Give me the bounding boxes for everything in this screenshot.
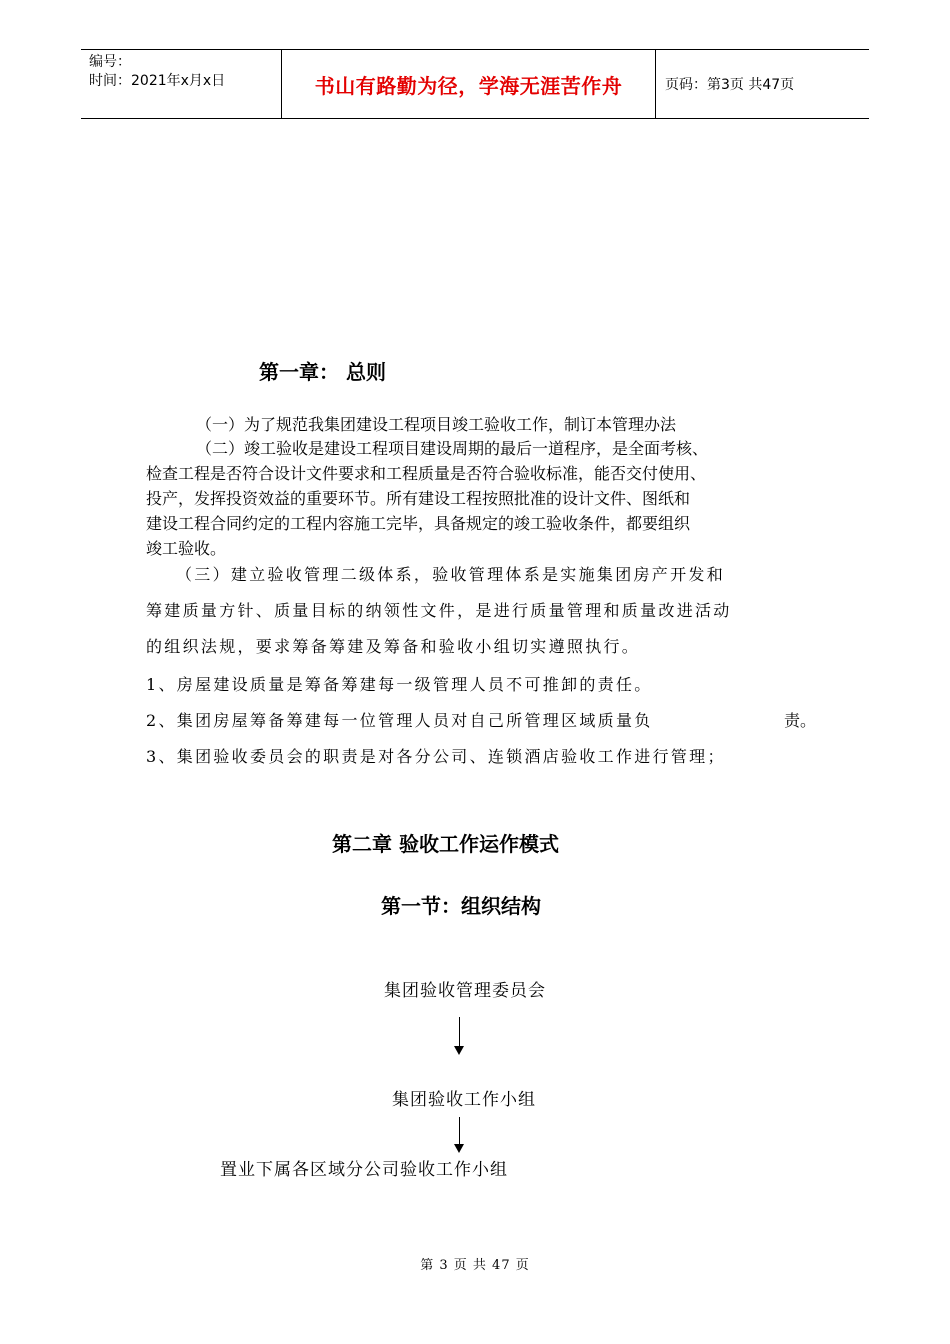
paragraph-line: 的组织法规，要求筹备筹建及筹备和验收小组切实遵照执行。: [146, 637, 641, 656]
list-item: 1、房屋建设质量是筹备筹建每一级管理人员不可推卸的责任。: [146, 675, 653, 694]
document-time-label: 时间：2021年x月x日: [89, 73, 226, 89]
list-item: 2、集团房屋筹备筹建每一位管理人员对自己所管理区域质量负: [146, 711, 653, 730]
paragraph-line: 筹建质量方针、质量目标的纳领性文件，是进行质量管理和质量改进活动: [146, 601, 732, 620]
header-meta-cell: [81, 50, 282, 118]
list-item-tail: 责。: [784, 711, 817, 730]
paragraph-line: （一）为了规范我集团建设工程项目竣工验收工作，制订本管理办法: [196, 415, 677, 434]
header-page-info: 页码：第3页 共47页: [665, 77, 795, 93]
paragraph-line: 竣工验收。: [146, 539, 227, 558]
document-number-label: 编号：: [89, 54, 131, 70]
paragraph-line: （二）竣工验收是建设工程项目建设周期的最后一道程序，是全面考核、: [196, 439, 709, 458]
chapter-1-title: 第一章： 总则: [259, 360, 386, 384]
section-1-title: 第一节：组织结构: [381, 894, 541, 918]
page-footer: 第 3 页 共 47 页: [420, 1258, 530, 1273]
paragraph-line: 投产，发挥投资效益的重要环节。所有建设工程按照批准的设计文件、图纸和: [146, 489, 691, 508]
down-arrow-icon: [454, 1017, 465, 1055]
paragraph-line: 建设工程合同约定的工程内容施工完毕，具备规定的竣工验收条件，都要组织: [146, 514, 691, 533]
chapter-2-title: 第二章 验收工作运作模式: [332, 832, 559, 856]
org-node-regional-groups: 置业下属各区域分公司验收工作小组: [220, 1160, 508, 1180]
org-node-committee: 集团验收管理委员会: [384, 981, 546, 1001]
paragraph-line: 检查工程是否符合设计文件要求和工程质量是否符合验收标准，能否交付使用、: [146, 464, 707, 483]
list-item: 3、集团验收委员会的职责是对各分公司、连锁酒店验收工作进行管理；: [146, 747, 726, 766]
page-header: [81, 49, 869, 119]
header-motto: 书山有路勤为径，学海无涯苦作舟: [282, 50, 656, 118]
down-arrow-icon: [454, 1117, 465, 1153]
org-node-working-group: 集团验收工作小组: [392, 1090, 536, 1110]
paragraph-line: （三）建立验收管理二级体系，验收管理体系是实施集团房产开发和: [176, 565, 726, 584]
